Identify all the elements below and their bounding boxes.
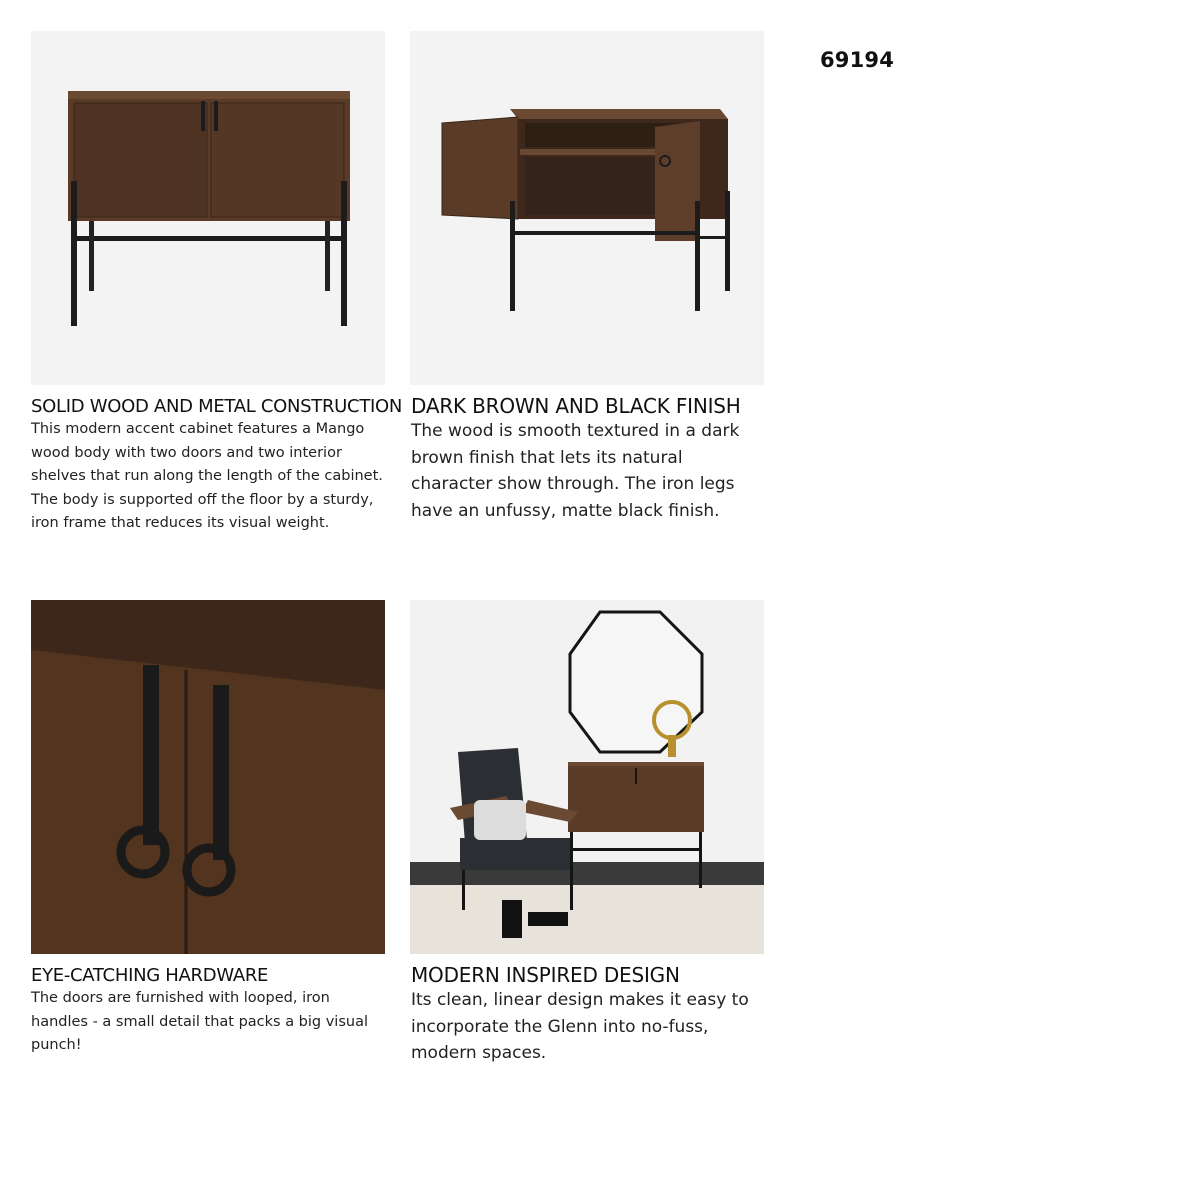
feature-title-construction: SOLID WOOD AND METAL CONSTRUCTION — [31, 396, 403, 417]
feature-body-design: Its clean, linear design makes it easy to incorporate the Glenn into no-fuss, modern spaces. — [411, 990, 749, 1063]
feature-body-construction: This modern accent cabinet features a Mango wood body with two doors and two interior shelves that run along the length of the cabinet. The body is supported off the floor by a sturdy, iron frame that reduces its visual weight. — [31, 421, 383, 531]
product-sku: 69194 — [820, 48, 895, 72]
feature-title-finish: DARK BROWN AND BLACK FINISH — [411, 394, 741, 418]
handle-closeup-photo — [31, 600, 385, 954]
room-scene-photo — [410, 600, 764, 954]
feature-title-hardware: EYE-CATCHING HARDWARE — [31, 965, 269, 986]
cabinet-front-closed-photo — [31, 31, 385, 385]
feature-body-finish: The wood is smooth textured in a dark brown finish that lets its natural character show through. The iron legs have an unfussy, matte black finish. — [411, 421, 740, 521]
cabinet-open-doors-photo — [410, 31, 764, 385]
feature-title-design: MODERN INSPIRED DESIGN — [411, 963, 680, 987]
feature-body-hardware: The doors are furnished with looped, iron handles - a small detail that packs a big visual punch! — [31, 990, 368, 1053]
